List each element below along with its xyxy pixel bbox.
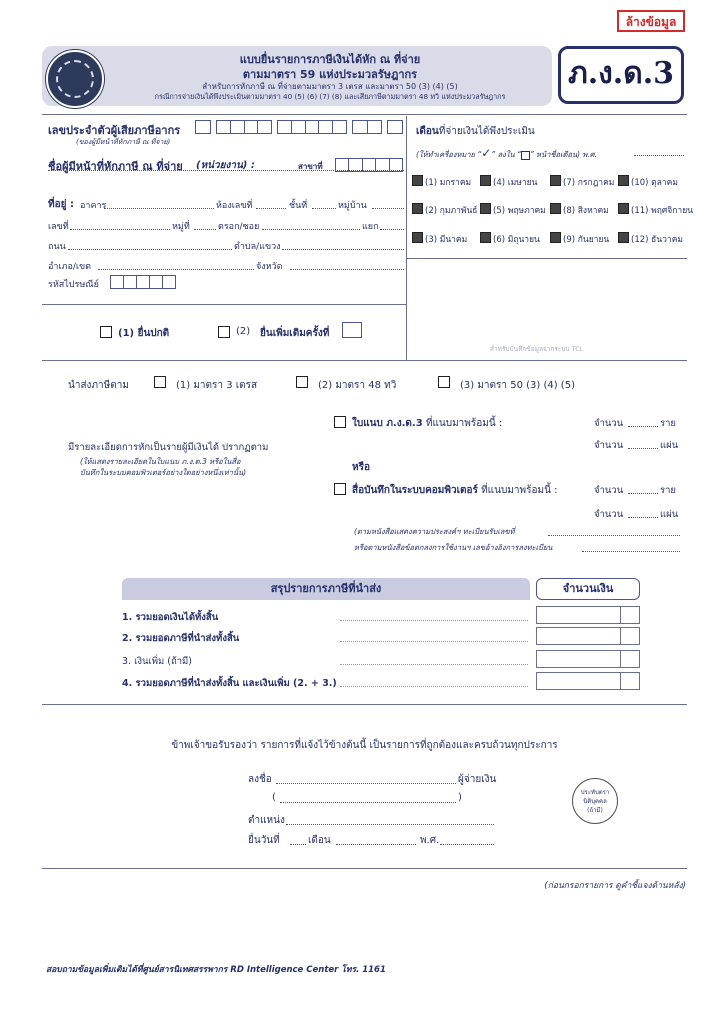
media-attachment-label: สื่อบันทึกในระบบคอมพิวเตอร์ ที่แนบมาพร้อมนี้ : bbox=[352, 485, 558, 496]
clear-data-button[interactable]: ล้างข้อมูล bbox=[617, 10, 685, 32]
printed-name-input[interactable] bbox=[280, 802, 456, 803]
divider-vertical bbox=[406, 116, 407, 360]
taxid-note: (ของผู้มีหน้าที่หักภาษี ณ ที่จ่าย) bbox=[76, 138, 171, 146]
media-persons-unit: ราย bbox=[660, 485, 677, 496]
filed-month-label: เดือน bbox=[308, 835, 331, 846]
form-subtitle-1: สำหรับการหักภาษี ณ ที่จ่ายตามมาตรา 3 เตรส และมาตรา 50 (3) (4) (5) bbox=[202, 82, 458, 91]
month-label: (1) มกราคม bbox=[425, 178, 472, 188]
section-50-label: (3) มาตรา 50 (3) (4) (5) bbox=[460, 380, 575, 391]
month-label: (6) มิถุนายน bbox=[493, 235, 540, 245]
subdistrict-label: ตำบล/แขวง bbox=[234, 242, 281, 252]
filing-extra-number: (2) bbox=[236, 326, 251, 337]
filing-extra-checkbox[interactable] bbox=[218, 326, 230, 338]
tcl-watermark: สำหรับบันทึกข้อมูลจากระบบ TCL bbox=[490, 345, 584, 353]
subdistrict-input[interactable] bbox=[282, 249, 404, 250]
month-label: (3) มีนาคม bbox=[425, 235, 468, 245]
filed-day-input[interactable] bbox=[290, 844, 306, 845]
soi-label: ตรอก/ซอย bbox=[218, 222, 260, 232]
registration-number-input[interactable] bbox=[548, 535, 680, 536]
month-checkbox-4[interactable] bbox=[480, 175, 491, 186]
payer-label: ชื่อผู้มีหน้าที่หักภาษี ณ ที่จ่าย bbox=[48, 160, 183, 173]
paper-persons-input[interactable] bbox=[628, 426, 658, 427]
name-paren-close: ) bbox=[458, 792, 462, 803]
position-label: ตำแหน่ง bbox=[248, 815, 285, 826]
corporate-stamp-area bbox=[572, 778, 618, 824]
sign-label: ลงชื่อ bbox=[248, 774, 272, 785]
summary-row-label: 1. รวมยอดเงินได้ทั้งสิ้น bbox=[122, 612, 219, 623]
month-label: (8) สิงหาคม bbox=[563, 206, 609, 216]
junction-label: แยก bbox=[362, 222, 379, 232]
month-checkbox-6[interactable] bbox=[480, 232, 491, 243]
certification-text: ข้าพเจ้าขอรับรองว่า รายการที่แจ้งไว้ข้างต้นนี้ เป็นรายการที่ถูกต้องและครบถ้วนทุกประการ bbox=[171, 740, 558, 751]
summary-row-leader bbox=[340, 664, 528, 665]
payer-unit-label: (หน่วยงาน) : bbox=[196, 160, 255, 171]
summary-amount-input-3[interactable] bbox=[536, 650, 640, 668]
month-checkbox-9[interactable] bbox=[550, 232, 561, 243]
province-label: จังหวัด bbox=[256, 262, 283, 272]
form-title-law: ตามมาตรา 59 แห่งประมวลรัษฎากร bbox=[242, 68, 418, 81]
month-instruction: (ให้ทำเครื่องหมาย “✓” ลงใน “ ” หน้าชื่อเดือน) พ.ศ. bbox=[416, 146, 597, 160]
media-sheets-unit: แผ่น bbox=[660, 509, 679, 520]
paper-count-label: จำนวน bbox=[594, 418, 624, 429]
month-heading: เดือนที่จ่ายเงินได้พึงประเมิน bbox=[416, 126, 535, 137]
month-checkbox-3[interactable] bbox=[412, 232, 423, 243]
address-label: ที่อยู่ : bbox=[48, 199, 74, 210]
house-no-label: เลขที่ bbox=[48, 222, 69, 232]
divider-months-bottom bbox=[406, 258, 687, 259]
form-subtitle-2: กรณีการจ่ายเงินได้พึงประเมินตามมาตรา 40 (5) (6) (7) (8) และเสียภาษีตามมาตรา 48 ทวิ แห่งประมวลรัษฎากร bbox=[154, 92, 506, 101]
attachment-detail-note-1: (ให้แสดงรายละเอียดในใบแนบ ภ.ง.ด.3 หรือในสื่อ bbox=[80, 457, 241, 466]
summary-row-label: 3. เงินเพิ่ม (ถ้ามี) bbox=[122, 656, 193, 667]
district-label: อำเภอ/เขต bbox=[48, 262, 91, 272]
divider-address-bottom bbox=[42, 304, 406, 305]
junction-input[interactable] bbox=[380, 229, 404, 230]
divider-bottom bbox=[42, 868, 687, 869]
year-input[interactable] bbox=[634, 155, 684, 156]
room-input[interactable] bbox=[256, 208, 286, 209]
filed-year-input[interactable] bbox=[440, 844, 494, 845]
payer-label-sign: ผู้จ่ายเงิน bbox=[458, 774, 497, 785]
section-3-tres-label: (1) มาตรา 3 เตรส bbox=[176, 380, 258, 391]
divider-summary-bottom bbox=[42, 704, 687, 705]
instruction-note: (ก่อนกรอกรายการ ดูคำชี้แจงด้านหลัง) bbox=[544, 881, 686, 891]
district-input[interactable] bbox=[98, 269, 254, 270]
attachment-detail-note-2: บันทึกในระบบคอมพิวเตอร์อย่างใดอย่างหนึ่งเท่านั้น) bbox=[80, 468, 247, 477]
paper-sheets-unit: แผ่น bbox=[660, 440, 679, 451]
paper-persons-unit: ราย bbox=[660, 418, 677, 429]
registration-note-2: หรือตามหนังสือข้อตกลงการใช้งานฯ เลขอ้างอิงการลงทะเบียน bbox=[354, 543, 553, 552]
taxid-digits-11-12[interactable] bbox=[352, 120, 382, 134]
filed-month-input[interactable] bbox=[336, 844, 416, 845]
summary-row-label: 4. รวมยอดภาษีที่นำส่งทั้งสิ้น และเงินเพิ่ม (2. + 3.) bbox=[122, 678, 337, 689]
month-label: (11) พฤศจิกายน bbox=[631, 206, 693, 216]
room-label: ห้องเลขที่ bbox=[216, 201, 253, 211]
filing-normal-checkbox[interactable] bbox=[100, 326, 112, 338]
divider-mid bbox=[42, 360, 687, 361]
moo-input[interactable] bbox=[194, 229, 216, 230]
building-input[interactable] bbox=[104, 208, 214, 209]
branch-label: สาขาที่ bbox=[298, 162, 323, 171]
month-label: (7) กรกฎาคม bbox=[563, 178, 615, 188]
name-paren-open: ( bbox=[272, 792, 276, 803]
attachment-detail-label: มีรายละเอียดการหักเป็นรายผู้มีเงินได้ ปรากฏตาม bbox=[68, 442, 269, 453]
month-label: (2) กุมภาพันธ์ bbox=[425, 206, 478, 216]
postcode-input[interactable] bbox=[110, 275, 176, 289]
moo-label: หมู่ที่ bbox=[172, 222, 190, 232]
filing-extra-times-input[interactable] bbox=[342, 322, 362, 338]
form-code: ภ.ง.ด.3 bbox=[558, 46, 684, 104]
media-sheets-input[interactable] bbox=[628, 517, 658, 518]
village-label: หมู่บ้าน bbox=[338, 201, 367, 211]
soi-input[interactable] bbox=[262, 229, 360, 230]
submit-under-label: นำส่งภาษีตาม bbox=[68, 380, 129, 391]
summary-row-label: 2. รวมยอดภาษีที่นำส่งทั้งสิ้น bbox=[122, 633, 240, 644]
summary-amount-input-2[interactable] bbox=[536, 627, 640, 645]
divider-top bbox=[42, 114, 687, 115]
month-checkbox-7[interactable] bbox=[550, 175, 561, 186]
village-input[interactable] bbox=[372, 208, 404, 209]
month-label: (12) ธันวาคม bbox=[631, 235, 683, 245]
filing-extra-label: ยื่นเพิ่มเติมครั้งที่ bbox=[260, 328, 330, 339]
contact-footer: สอบถามข้อมูลเพิ่มเติมได้ที่ศูนย์สารนิเทศสรรพากร RD Intelligence Center โทร. 1161 bbox=[46, 965, 386, 975]
summary-row-leader bbox=[340, 641, 528, 642]
taxid-label: เลขประจำตัวผู้เสียภาษีอากร bbox=[48, 124, 181, 137]
registration-note-1: (ตามหนังสือแสดงความประสงค์ฯ ทะเบียนรับเลขที่ bbox=[354, 527, 515, 536]
postcode-label: รหัสไปรษณีย์ bbox=[48, 280, 99, 290]
floor-input[interactable] bbox=[312, 208, 336, 209]
summary-row-leader bbox=[340, 686, 528, 687]
section-48-tawi-checkbox[interactable] bbox=[296, 376, 308, 388]
section-3-tres-checkbox[interactable] bbox=[154, 376, 166, 388]
month-checkbox-5[interactable] bbox=[480, 203, 491, 214]
media-count-label-2: จำนวน bbox=[594, 509, 624, 520]
month-label: (5) พฤษภาคม bbox=[493, 206, 546, 216]
summary-row-leader bbox=[340, 620, 528, 621]
filing-normal-label: (1) ยื่นปกติ bbox=[118, 328, 170, 339]
registration-reference-input[interactable] bbox=[582, 551, 680, 552]
month-checkbox-2[interactable] bbox=[412, 203, 423, 214]
form-title: แบบยื่นรายการภาษีเงินได้หัก ณ ที่จ่าย bbox=[239, 53, 421, 66]
month-checkbox-1[interactable] bbox=[412, 175, 423, 186]
month-checkbox-11[interactable] bbox=[618, 203, 629, 214]
summary-amount-input-1[interactable] bbox=[536, 606, 640, 624]
month-checkbox-12[interactable] bbox=[618, 232, 629, 243]
media-count-label: จำนวน bbox=[594, 485, 624, 496]
stamp-text-3: (ถ้ามี) bbox=[587, 806, 603, 814]
position-input[interactable] bbox=[286, 824, 494, 825]
taxid-digits-6-10[interactable] bbox=[277, 120, 347, 134]
filed-year-label: พ.ศ. bbox=[420, 835, 440, 846]
road-input[interactable] bbox=[68, 249, 232, 250]
road-label: ถนน bbox=[48, 242, 66, 252]
media-attachment-checkbox[interactable] bbox=[334, 483, 346, 495]
taxid-digits-2-5[interactable] bbox=[216, 120, 272, 134]
taxid-digit-1[interactable] bbox=[195, 120, 211, 134]
stamp-text-2: นิติบุคคล bbox=[583, 797, 607, 805]
taxid-digit-13[interactable] bbox=[387, 120, 403, 134]
paper-sheets-input[interactable] bbox=[628, 448, 658, 449]
paper-count-label-2: จำนวน bbox=[594, 440, 624, 451]
revenue-department-seal-icon bbox=[46, 50, 104, 108]
month-label: (4) เมษายน bbox=[493, 178, 538, 188]
amount-heading: จำนวนเงิน bbox=[536, 578, 640, 600]
province-input[interactable] bbox=[290, 269, 404, 270]
floor-label: ชั้นที่ bbox=[289, 201, 308, 211]
building-label: อาคาร bbox=[80, 201, 107, 211]
section-50-checkbox[interactable] bbox=[438, 376, 450, 388]
section-48-tawi-label: (2) มาตรา 48 ทวิ bbox=[318, 380, 397, 391]
or-label: หรือ bbox=[352, 462, 370, 473]
signature-input[interactable] bbox=[276, 783, 456, 784]
payer-name-line[interactable] bbox=[48, 170, 404, 171]
paper-attachment-label: ใบแนบ ภ.ง.ด.3 ที่แนบมาพร้อมนี้ : bbox=[352, 418, 503, 429]
month-checkbox-8[interactable] bbox=[550, 203, 561, 214]
paper-attachment-checkbox[interactable] bbox=[334, 416, 346, 428]
month-label: (9) กันยายน bbox=[563, 235, 610, 245]
month-label: (10) ตุลาคม bbox=[631, 178, 678, 188]
filed-on-label: ยื่นวันที่ bbox=[248, 835, 280, 846]
summary-heading: สรุปรายการภาษีที่นำส่ง bbox=[122, 578, 530, 600]
summary-amount-input-4[interactable] bbox=[536, 672, 640, 690]
month-checkbox-10[interactable] bbox=[618, 175, 629, 186]
media-persons-input[interactable] bbox=[628, 493, 658, 494]
house-no-input[interactable] bbox=[70, 229, 170, 230]
stamp-text-1: ประทับตรา bbox=[580, 788, 610, 796]
